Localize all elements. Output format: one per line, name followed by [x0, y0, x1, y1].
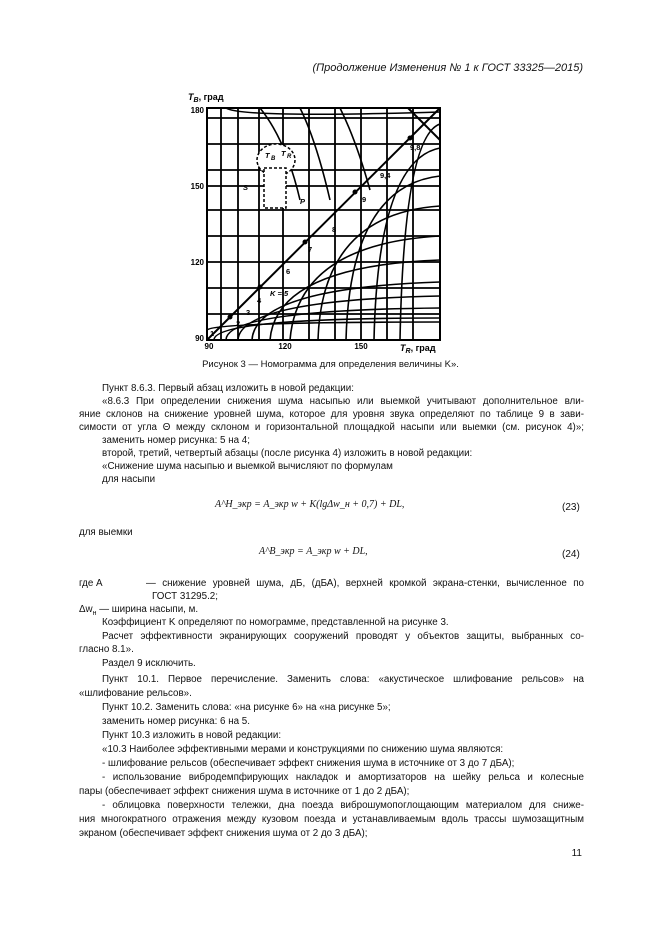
text-line: гласно 8.1». [79, 644, 134, 655]
text-line: - облицовка поверхности тележки, дна поезда виброшумопоглощающим материалом для сниже- [102, 800, 584, 811]
svg-text:4: 4 [257, 296, 262, 305]
svg-text:150: 150 [354, 342, 368, 351]
formula-23: A^Н_экр = A_экр w + K(lgΔw_н + 0,7) + DL, [215, 499, 405, 510]
svg-text:9: 9 [362, 195, 367, 204]
text-line: Пункт 10.3 изложить в новой редакции: [102, 730, 282, 741]
svg-text:S: S [243, 183, 249, 192]
svg-text:9,4: 9,4 [380, 171, 391, 180]
svg-text:9,8: 9,8 [410, 143, 421, 152]
text-line: «8.6.3 При определении снижения шума насыпью или выемкой учитывают дополнительное вли- [102, 396, 584, 407]
hatched-region [264, 168, 286, 208]
formula-24-number: (24) [562, 549, 580, 560]
text-line: для насыпи [102, 474, 156, 485]
svg-text:180: 180 [190, 106, 204, 115]
y-tick-labels [191, 106, 205, 343]
x-axis-title: $T_R$, град [400, 343, 436, 355]
text-line: «10.3 Наиболее эффективными мерами и конструкциями по снижению шума являются: [102, 744, 504, 755]
formula-23-number: (23) [562, 502, 580, 513]
text-line: пары (обеспечивает эффект снижения шума в источнике от 1 до 2 дБА); [79, 786, 410, 797]
where-definition-2: — ширина насыпи, м. [99, 604, 199, 615]
text-line: «шлифование рельсов». [79, 688, 192, 699]
svg-text:2: 2 [236, 319, 241, 328]
svg-text:T: T [281, 149, 286, 158]
text-line: Коэффициент K определяют по номограмме, представленной на рисунке 3. [102, 617, 449, 628]
text-line: яние склонов на снижение уровней шума, которое для уровня звука определяют по таблице 9 в зави- [79, 409, 584, 420]
text-line: для выемки [79, 527, 133, 538]
svg-text:P: P [300, 197, 306, 206]
svg-text:90: 90 [195, 334, 204, 343]
text-line: Расчет эффективности экранирующих сооружений проводят у объектов защиты, выбранных со- [102, 631, 584, 642]
page-number: 11 [571, 848, 582, 859]
diagonal-line [207, 108, 440, 340]
svg-text:150: 150 [190, 182, 204, 191]
where-symbol: где A [79, 578, 103, 589]
x-tick-labels [205, 342, 369, 351]
text-line: Пункт 8.6.3. Первый абзац изложить в новой редакции: [102, 383, 354, 394]
svg-text:7: 7 [308, 245, 313, 254]
svg-text:8: 8 [332, 225, 337, 234]
svg-text:T: T [265, 151, 270, 160]
where-definition: — снижение уровней шума, дБ, (дБА), верхней кромкой экрана-стенки, вычисленное по [146, 578, 584, 589]
text-line: симости от угла Θ между склоном и горизонтальной площадкой насыпи или выемки (см. рисунок 4)»; [79, 422, 584, 433]
svg-text:B: B [271, 156, 276, 162]
where-definition-cont: ГОСТ 31295.2; [152, 591, 218, 602]
text-line: второй, третий, четвертый абзацы (после рисунка 4) изложить в новой редакции: [102, 448, 473, 459]
svg-text:120: 120 [190, 258, 204, 267]
svg-text:K = 5: K = 5 [270, 289, 289, 298]
text-line: Раздел 9 исключить. [102, 658, 196, 669]
svg-text:R: R [287, 154, 292, 160]
svg-text:90: 90 [204, 342, 214, 351]
formula-24: A^В_экр = A_экр w + DL, [259, 546, 368, 557]
svg-text:3: 3 [246, 308, 251, 317]
text-line: Пункт 10.1. Первое перечисление. Заменить слова: «акустическое шлифование рельсов» на [102, 674, 584, 685]
svg-text:1: 1 [210, 329, 215, 338]
text-line: - использование вибродемпфирующих накладок и амортизаторов на шейку рельса и колесные [102, 772, 584, 783]
text-line: Пункт 10.2. Заменить слова: «на рисунке 6» на «на рисунке 5»; [102, 702, 391, 713]
text-line: ния многократного отражения между кузовом поезда и устанавливаемым вдоль трассы шумозащитным [79, 814, 584, 825]
svg-text:120: 120 [278, 342, 292, 351]
y-axis-title: $T_B$, град [188, 92, 224, 104]
text-line: - шлифование рельсов (обеспечивает эффект снижения шума в источнике от 3 до 7 дБА); [102, 758, 515, 769]
nomogram-figure [0, 0, 661, 360]
page-header: (Продолжение Изменения № 1 к ГОСТ 33325—2015) [312, 62, 583, 74]
text-line: заменить номер рисунка: 5 на 4; [102, 435, 250, 446]
svg-text:6: 6 [286, 267, 291, 276]
text-line: «Снижение шума насыпью и выемкой вычисляют по формулам [102, 461, 393, 472]
text-line: экраном (обеспечивает эффект снижения шума от 2 до 3 дБА); [79, 828, 368, 839]
text-line: заменить номер рисунка: 6 на 5. [102, 716, 250, 727]
where-symbol-2: $\Delta w_н$ — ширина насыпи, м. [79, 604, 199, 617]
figure-caption: Рисунок 3 — Номограмма для определения величины K». [202, 359, 459, 370]
